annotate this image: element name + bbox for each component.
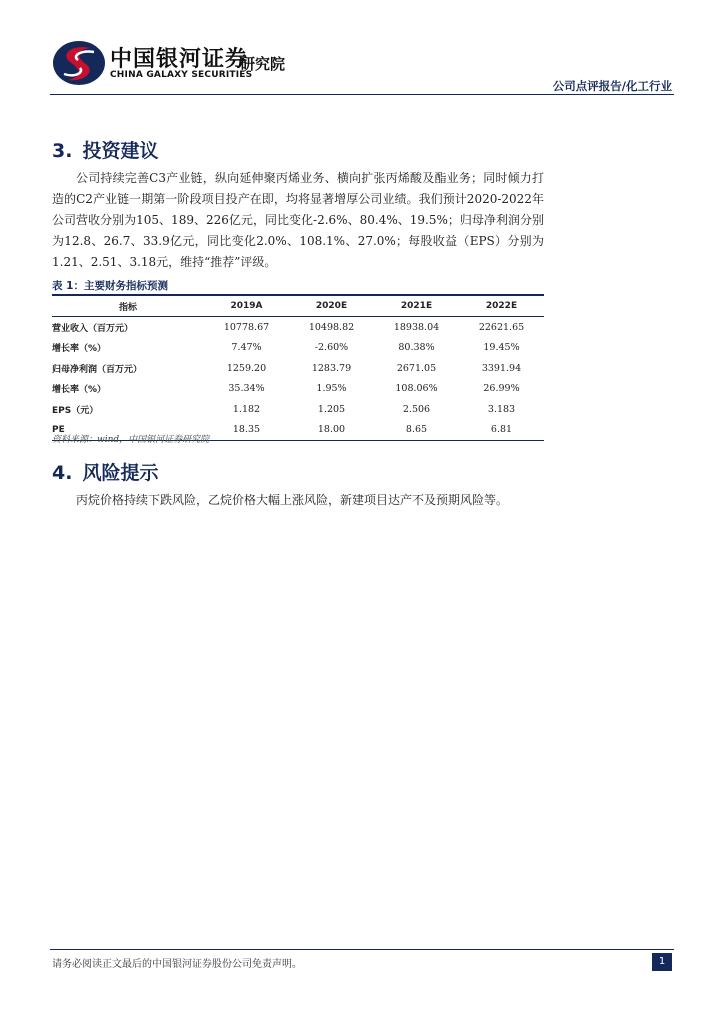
page-number: 1 [652,953,672,971]
table-header-cell: 2020E [289,295,374,317]
table-header-cell: 指标 [52,295,204,317]
table-header-cell: 2021E [374,295,459,317]
table-source-note: 资料来源：wind，中国银河证券研究院 [52,435,210,445]
row-label: 归母净利润（百万元） [52,364,143,375]
section-number: 4. [52,462,73,484]
header-divider [50,94,674,95]
row-label: PE [52,420,204,441]
table-cell: 80.38% [398,342,435,354]
table-cell: 35.34% [228,383,265,395]
table-row [52,338,544,359]
section-heading-investment [52,136,158,163]
table-cell: 108.06% [395,383,438,395]
table-row [52,379,544,400]
table-cell: 2.506 [402,403,431,415]
row-label: 增长率（%） [52,344,107,355]
section-title: 投资建议 [82,140,159,162]
table-cell: 6.81 [459,420,544,441]
table-cell: 10498.82 [308,321,355,333]
table-cell: 3.183 [487,403,516,415]
table-cell: 1.182 [232,403,261,415]
table-cell: 18.00 [289,420,374,441]
table-cell: 3391.94 [481,362,522,374]
row-label: EPS（元） [52,405,99,416]
row-label: 营业收入（百万元） [52,323,134,334]
table-cell: 18938.04 [393,321,440,333]
table-row [52,399,544,420]
disclaimer-text: 请务必阅读正文最后的中国银河证券股份公司免责声明。 [52,959,302,970]
table-title: 表 1：主要财务指标预测 [52,280,168,292]
footer-divider [50,949,674,950]
table-cell: -2.60% [314,342,349,354]
table-header-cell: 2019A [204,295,289,317]
table-header-cell: 2022E [459,295,544,317]
table-cell: 19.45% [483,342,520,354]
galaxy-logo-icon [50,38,108,88]
table-cell: 22621.65 [478,321,525,333]
brand-name-en: CHINA GALAXY SECURITIES [110,70,253,80]
table-cell: 1259.20 [226,362,267,374]
table-cell: 10778.67 [223,321,270,333]
table-cell: 26.99% [483,383,520,395]
table-row [52,358,544,379]
section-number: 3. [52,140,73,162]
table-header-row [52,295,544,317]
section-heading-risk [52,458,158,485]
financial-forecast-table [52,294,544,441]
table-cell: 18.35 [204,420,289,441]
table-cell: 1283.79 [311,362,352,374]
report-type: 公司点评报告/化工行业 [552,79,672,93]
table-row [52,317,544,338]
row-label: 增长率（%） [52,385,107,396]
risk-paragraph: 丙烷价格持续下跌风险，乙烷价格大幅上涨风险，新建项目达产不及预期风险等。 [76,493,509,507]
table-cell: 1.205 [317,403,346,415]
table-cell: 8.65 [374,420,459,441]
table-cell: 7.47% [231,342,262,354]
table-cell: 2671.05 [396,362,437,374]
investment-paragraph: 公司持续完善C3产业链，纵向延伸聚丙烯业务、横向扩张丙烯酸及酯业务；同时倾力打造的C2产业链一期第一阶段项目投产在即，均将显著增厚公司业绩。我们预计2020-2022年公司营收分别为105、189、226亿元，同比变化-2.6%、80.4%、19.5%；归母净利润分别为12.8、26.7、33.9亿元，同比变化2.0%、108.1%、27.0%；每股收益（EPS）分别为1.21、2.51、3.18元，维持“推荐”评级。 [52,171,544,269]
institute-name: 研究院 [240,55,286,73]
table-cell: 1.95% [316,383,347,395]
section-title: 风险提示 [82,462,159,484]
brand-name-cn: 中国银河证券 [110,47,249,72]
